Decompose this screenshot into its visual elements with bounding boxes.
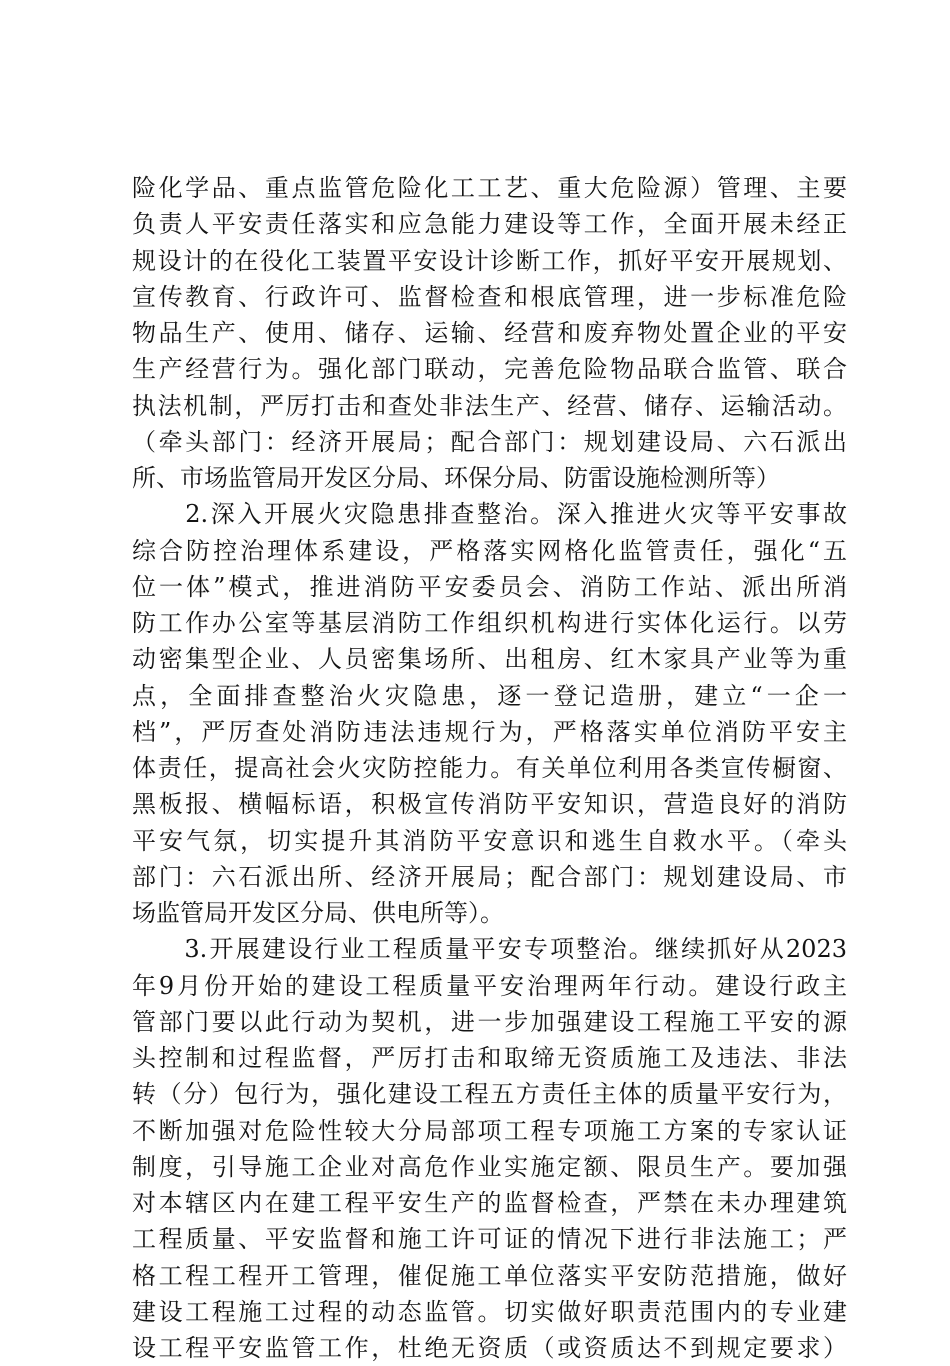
text-line: 头控制和过程监督，严厉打击和取缔无资质施工及违法、非法 — [132, 1044, 847, 1072]
text-line: 2.深入开展火灾隐患排查整治。深入推进火灾等平安事故 — [132, 500, 847, 529]
text-line: 3.开展建设行业工程质量平安专项整治。继续抓好从2023 — [132, 935, 847, 964]
text-line: 对本辖区内在建工程平安生产的监督检查，严禁在未办理建筑 — [132, 1189, 847, 1217]
text-line: 防工作办公室等基层消防工作组织机构进行实体化运行。以劳 — [132, 609, 847, 637]
text-line: 宣传教育、行政许可、监督检查和根底管理，进一步标准危险 — [132, 282, 847, 311]
text-line: 建设工程施工过程的动态监管。切实做好职责范围内的专业建 — [132, 1297, 847, 1326]
text-line: 工程质量、平安监督和施工许可证的情况下进行非法施工；严 — [132, 1225, 847, 1254]
text-line: 执法机制，严厉打击和查处非法生产、经营、储存、运输活动。 — [132, 391, 847, 420]
text-line: 格工程工程开工管理，催促施工单位落实平安防范措施，做好 — [132, 1261, 847, 1290]
text-line: 平安气氛，切实提升其消防平安意识和逃生自救水平。（牵头 — [132, 826, 847, 855]
text-line: （牵头部门：经济开展局；配合部门：规划建设局、六石派出 — [132, 427, 847, 456]
text-line: 档”，严厉查处消防违法违规行为，严格落实单位消防平安主 — [132, 717, 847, 746]
text-line: 制度，引导施工企业对高危作业实施定额、限员生产。要加强 — [132, 1152, 847, 1181]
text-line: 设工程平安监管工作，杜绝无资质（或资质达不到规定要求） — [132, 1334, 847, 1362]
text-line: 黑板报、横幅标语，积极宣传消防平安知识，营造良好的消防 — [132, 790, 847, 819]
text-line: 生产经营行为。强化部门联动，完善危险物品联合监管、联合 — [132, 355, 847, 384]
text-line: 综合防控治理体系建设，严格落实网格化监管责任，强化“五 — [132, 536, 847, 565]
text-line: 不断加强对危险性较大分局部项工程专项施工方案的专家认证 — [132, 1116, 847, 1145]
text-line: 体责任，提高社会火灾防控能力。有关单位利用各类宣传橱窗、 — [132, 754, 847, 782]
text-line: 年9月份开始的建设工程质量平安治理两年行动。建设行政主 — [132, 971, 847, 1000]
body-text — [132, 170, 847, 1366]
text-line: 转（分）包行为，强化建设工程五方责任主体的质量平安行为， — [132, 1080, 847, 1109]
text-line: 动密集型企业、人员密集场所、出租房、红木家具产业等为重 — [132, 645, 847, 674]
text-line: 险化学品、重点监管危险化工工艺、重大危险源）管理、主要 — [132, 174, 847, 202]
text-line: 部门：六石派出所、经济开展局；配合部门：规划建设局、市 — [132, 862, 847, 891]
text-line: 规设计的在役化工装置平安设计诊断工作，抓好平安开展规划、 — [132, 246, 847, 275]
text-line: 负责人平安责任落实和应急能力建设等工作，全面开展未经正 — [132, 210, 847, 239]
text-line: 位一体”模式，推进消防平安委员会、消防工作站、派出所消 — [132, 572, 847, 601]
text-line: 物品生产、使用、储存、运输、经营和废弃物处置企业的平安 — [132, 319, 847, 347]
text-line: 管部门要以此行动为契机，进一步加强建设工程施工平安的源 — [132, 1007, 847, 1036]
text-line: 点，全面排查整治火灾隐患，逐一登记造册，建立“一企一 — [132, 681, 847, 710]
text-line: 所、市场监管局开发区分局、环保分局、防雷设施检测所等） — [132, 464, 780, 492]
text-line: 场监管局开发区分局、供电所等）。 — [132, 899, 504, 927]
